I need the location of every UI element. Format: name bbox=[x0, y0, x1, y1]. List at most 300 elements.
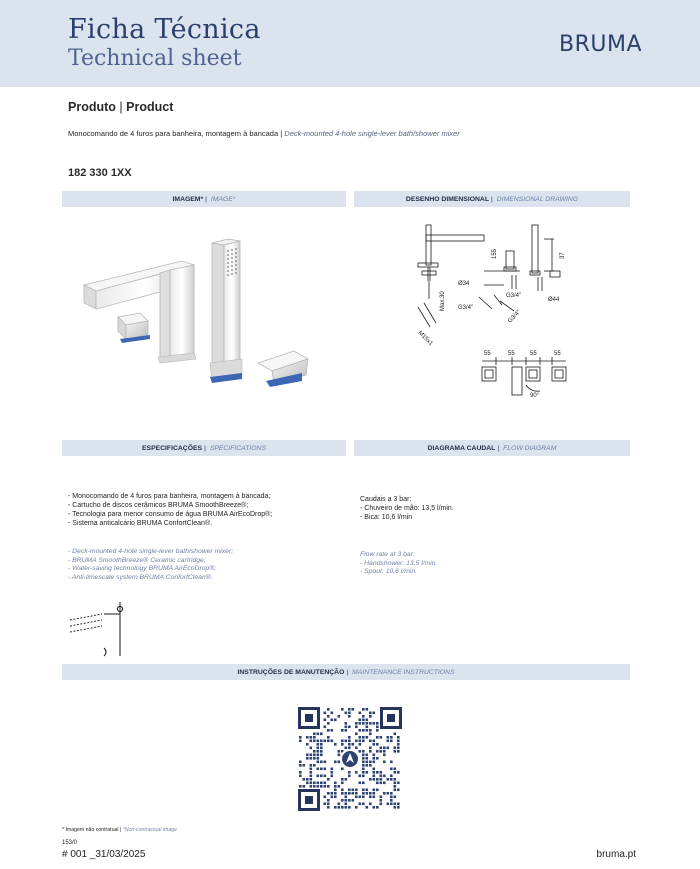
qr-module bbox=[331, 771, 334, 774]
qr-module bbox=[373, 806, 376, 809]
qr-module bbox=[348, 789, 351, 792]
qr-module bbox=[341, 729, 344, 732]
qr-module bbox=[317, 750, 320, 753]
qr-module bbox=[345, 792, 348, 795]
qr-module bbox=[345, 806, 348, 809]
qr-module bbox=[373, 778, 376, 781]
qr-module bbox=[317, 757, 320, 760]
dim-55d: 55 bbox=[554, 351, 561, 357]
qr-module bbox=[362, 757, 365, 760]
dim-angle: 90° bbox=[530, 393, 540, 399]
qr-module bbox=[345, 799, 348, 802]
qr-module bbox=[352, 789, 355, 792]
qr-module bbox=[303, 778, 306, 781]
mixer-lever-image bbox=[258, 351, 308, 387]
qr-module bbox=[303, 785, 306, 788]
qr-module bbox=[376, 722, 379, 725]
qr-module bbox=[366, 708, 369, 711]
qr-module bbox=[345, 778, 348, 781]
qr-module bbox=[359, 782, 362, 785]
qr-module bbox=[369, 764, 372, 767]
qr-module bbox=[376, 771, 379, 774]
qr-module bbox=[373, 796, 376, 799]
qr-module bbox=[310, 764, 313, 767]
handshower-pictogram-icon bbox=[64, 600, 134, 660]
qr-module bbox=[397, 750, 400, 753]
qr-module bbox=[306, 782, 309, 785]
qr-module bbox=[299, 764, 302, 767]
qr-module bbox=[369, 722, 372, 725]
spec-item-en: - Anti-limescale system BRUMA ConfortClean®. bbox=[68, 573, 213, 581]
qr-module bbox=[383, 782, 386, 785]
spec-item: - Cartucho de discos cerâmicos BRUMA SmoothBreeze®; bbox=[68, 502, 249, 509]
document-code: 153/0 bbox=[62, 840, 78, 846]
bar-maintenance-en: MAINTENANCE INSTRUCTIONS bbox=[352, 668, 455, 676]
qr-module bbox=[394, 778, 397, 781]
qr-module bbox=[345, 712, 348, 715]
bar-drawing-pt: DESENHO DIMENSIONAL bbox=[405, 195, 489, 203]
product-desc-en: Deck-mounted 4-hole single-lever bath/shower mixer bbox=[284, 129, 460, 138]
qr-module bbox=[373, 754, 376, 757]
qr-module bbox=[387, 740, 390, 743]
qr-module bbox=[362, 782, 365, 785]
qr-module bbox=[348, 747, 351, 750]
flow-list-en bbox=[360, 551, 437, 577]
maintenance-qr-code[interactable] bbox=[298, 707, 402, 811]
qr-module bbox=[373, 722, 376, 725]
bar-flow-pt: DIAGRAMA CAUDAL bbox=[427, 444, 496, 452]
qr-module bbox=[299, 785, 302, 788]
qr-module bbox=[394, 796, 397, 799]
flow-list-pt bbox=[360, 495, 454, 522]
qr-module bbox=[380, 747, 383, 750]
qr-module bbox=[362, 796, 365, 799]
qr-module bbox=[345, 729, 348, 732]
qr-module bbox=[369, 747, 372, 750]
dim-max30: Max.30 bbox=[440, 291, 446, 311]
qr-module bbox=[331, 768, 334, 771]
qr-module bbox=[327, 803, 330, 806]
qr-module bbox=[334, 792, 337, 795]
qr-module bbox=[397, 782, 400, 785]
qr-module bbox=[369, 750, 372, 753]
qr-module bbox=[380, 799, 383, 802]
qr-module bbox=[331, 712, 334, 715]
bar-maintenance: INSTRUÇÕES DE MANUTENÇÃO | MAINTENANCE INSTRUCTIONS bbox=[62, 664, 630, 680]
dim-g34a: G3/4" bbox=[506, 293, 522, 299]
qr-module bbox=[369, 761, 372, 764]
qr-module bbox=[324, 768, 327, 771]
qr-module bbox=[313, 733, 316, 736]
qr-module bbox=[355, 771, 358, 774]
qr-module bbox=[313, 750, 316, 753]
bar-image-pt: IMAGEM* bbox=[172, 195, 204, 203]
qr-module bbox=[362, 764, 365, 767]
qr-module bbox=[317, 743, 320, 746]
qr-module bbox=[306, 778, 309, 781]
product-image bbox=[62, 225, 346, 395]
qr-module bbox=[341, 740, 344, 743]
qr-module bbox=[338, 761, 341, 764]
qr-module bbox=[306, 736, 309, 739]
qr-module bbox=[376, 778, 379, 781]
qr-module bbox=[320, 750, 323, 753]
qr-module bbox=[327, 792, 330, 795]
qr-module bbox=[331, 719, 334, 722]
qr-module bbox=[310, 740, 313, 743]
qr-module bbox=[362, 722, 365, 725]
qr-module bbox=[331, 729, 334, 732]
qr-module bbox=[310, 736, 313, 739]
qr-module bbox=[355, 806, 358, 809]
qr-module bbox=[362, 771, 365, 774]
qr-module bbox=[299, 775, 302, 778]
qr-module bbox=[383, 747, 386, 750]
qr-module bbox=[327, 729, 330, 732]
qr-module bbox=[362, 740, 365, 743]
qr-module bbox=[387, 792, 390, 795]
qr-module bbox=[320, 747, 323, 750]
document-id: # 001 _31/03/2025 bbox=[62, 849, 146, 860]
qr-module bbox=[362, 768, 365, 771]
qr-module bbox=[397, 771, 400, 774]
qr-module bbox=[310, 747, 313, 750]
qr-module bbox=[373, 743, 376, 746]
dim-m15: M15x1 bbox=[416, 330, 434, 348]
qr-module bbox=[366, 789, 369, 792]
qr-module bbox=[387, 747, 390, 750]
qr-module bbox=[362, 708, 365, 711]
qr-module bbox=[324, 785, 327, 788]
qr-module bbox=[362, 754, 365, 757]
handshower-image bbox=[210, 239, 242, 383]
qr-module bbox=[376, 736, 379, 739]
qr-module bbox=[359, 722, 362, 725]
qr-module bbox=[348, 792, 351, 795]
qr-module bbox=[397, 789, 400, 792]
qr-module bbox=[362, 803, 365, 806]
qr-module bbox=[366, 792, 369, 795]
qr-module bbox=[341, 778, 344, 781]
qr-module bbox=[383, 775, 386, 778]
qr-module bbox=[383, 754, 386, 757]
spec-item: - Tecnologia para menor consumo de água BRUMA AirEcoDrop®; bbox=[68, 511, 273, 518]
qr-module bbox=[338, 803, 341, 806]
dim-g34c: G3/4" bbox=[507, 309, 523, 325]
qr-module bbox=[310, 778, 313, 781]
qr-module bbox=[331, 792, 334, 795]
qr-module bbox=[345, 726, 348, 729]
qr-module bbox=[327, 715, 330, 718]
qr-module bbox=[320, 761, 323, 764]
footer-note-pt: * Imagem não contratual bbox=[62, 827, 119, 833]
qr-module bbox=[310, 768, 313, 771]
qr-module bbox=[397, 736, 400, 739]
qr-module bbox=[348, 799, 351, 802]
qr-module bbox=[345, 803, 348, 806]
specs-list-en bbox=[68, 548, 233, 582]
qr-module bbox=[394, 782, 397, 785]
product-heading-pt: Produto bbox=[68, 100, 116, 114]
qr-module bbox=[345, 747, 348, 750]
qr-module bbox=[397, 743, 400, 746]
qr-module bbox=[341, 782, 344, 785]
brand-logo: BRUMA bbox=[558, 32, 642, 57]
qr-module bbox=[397, 747, 400, 750]
spec-item-en: - Deck-mounted 4-hole single-lever bath/shower mixer; bbox=[68, 548, 234, 555]
qr-module bbox=[324, 726, 327, 729]
qr-module bbox=[345, 740, 348, 743]
qr-module bbox=[348, 712, 351, 715]
header-band bbox=[0, 0, 700, 87]
bar-specs-en: SPECIFICATIONS bbox=[209, 444, 266, 452]
spec-item: - Monocomando de 4 furos para banheira, montagem à bancada; bbox=[68, 493, 271, 500]
qr-module bbox=[366, 726, 369, 729]
qr-module bbox=[397, 740, 400, 743]
qr-module bbox=[348, 743, 351, 746]
title-en: Technical sheet bbox=[68, 46, 242, 71]
qr-module bbox=[352, 743, 355, 746]
valve-handle-image bbox=[118, 313, 150, 343]
qr-module bbox=[338, 715, 341, 718]
qr-module bbox=[359, 775, 362, 778]
qr-module bbox=[341, 708, 344, 711]
qr-module bbox=[394, 806, 397, 809]
qr-module bbox=[355, 722, 358, 725]
qr-module bbox=[331, 740, 334, 743]
qr-module bbox=[313, 782, 316, 785]
qr-module bbox=[366, 757, 369, 760]
qr-module bbox=[369, 729, 372, 732]
qr-module bbox=[362, 719, 365, 722]
dimensional-drawing bbox=[354, 215, 630, 400]
qr-module bbox=[390, 761, 393, 764]
flow-item-en: - Spout: 10,6 l/min. bbox=[360, 568, 418, 576]
qr-module bbox=[394, 803, 397, 806]
bar-drawing-en: DIMENSIONAL DRAWING bbox=[496, 195, 579, 203]
qr-module bbox=[348, 708, 351, 711]
qr-module bbox=[334, 789, 337, 792]
spec-item: - Sistema anticalcário BRUMA ConfortClean®. bbox=[68, 520, 213, 527]
qr-module bbox=[341, 768, 344, 771]
qr-module bbox=[380, 803, 383, 806]
qr-module bbox=[380, 778, 383, 781]
qr-module bbox=[373, 761, 376, 764]
qr-module bbox=[334, 719, 337, 722]
qr-module bbox=[380, 775, 383, 778]
qr-module bbox=[348, 736, 351, 739]
qr-module bbox=[373, 768, 376, 771]
qr-module bbox=[390, 799, 393, 802]
qr-module bbox=[390, 803, 393, 806]
qr-module bbox=[310, 785, 313, 788]
qr-module bbox=[355, 747, 358, 750]
qr-module bbox=[366, 729, 369, 732]
qr-module bbox=[394, 789, 397, 792]
qr-module bbox=[373, 740, 376, 743]
qr-module bbox=[317, 747, 320, 750]
qr-module bbox=[376, 782, 379, 785]
footer-note-en: *Non-contractual image bbox=[122, 827, 177, 833]
qr-module bbox=[341, 792, 344, 795]
qr-module bbox=[383, 761, 386, 764]
qr-module bbox=[383, 792, 386, 795]
bar-maintenance-pt: INSTRUÇÕES DE MANUTENÇÃO bbox=[237, 668, 345, 676]
qr-module bbox=[299, 761, 302, 764]
website-link[interactable]: bruma.pt bbox=[596, 849, 636, 860]
dim-55b: 55 bbox=[508, 351, 515, 357]
qr-module bbox=[352, 792, 355, 795]
qr-module bbox=[327, 799, 330, 802]
qr-module bbox=[320, 775, 323, 778]
qr-module bbox=[324, 782, 327, 785]
qr-module bbox=[306, 743, 309, 746]
qr-module bbox=[394, 771, 397, 774]
qr-module bbox=[327, 708, 330, 711]
qr-module bbox=[345, 796, 348, 799]
dim-155: 155 bbox=[492, 248, 498, 259]
qr-module bbox=[327, 778, 330, 781]
bar-flow-en: FLOW DIAGRAM bbox=[503, 444, 557, 452]
qr-module bbox=[324, 775, 327, 778]
qr-module bbox=[310, 754, 313, 757]
flow-item: - Bica: 10,6 l/min bbox=[360, 514, 413, 521]
qr-module bbox=[317, 775, 320, 778]
qr-module bbox=[373, 757, 376, 760]
dim-37: 37 bbox=[560, 252, 566, 259]
qr-module bbox=[362, 729, 365, 732]
qr-module bbox=[303, 764, 306, 767]
dim-34: Ø34 bbox=[458, 281, 470, 287]
qr-module bbox=[362, 750, 365, 753]
qr-module bbox=[359, 712, 362, 715]
qr-module bbox=[380, 736, 383, 739]
qr-module bbox=[317, 761, 320, 764]
qr-module bbox=[355, 740, 358, 743]
qr-module bbox=[327, 736, 330, 739]
qr-module bbox=[348, 715, 351, 718]
qr-module bbox=[394, 747, 397, 750]
qr-module bbox=[390, 792, 393, 795]
qr-module bbox=[355, 792, 358, 795]
qr-module bbox=[355, 789, 358, 792]
bar-flow: DIAGRAMA CAUDAL | FLOW DIAGRAM bbox=[354, 440, 630, 456]
qr-module bbox=[338, 806, 341, 809]
qr-module bbox=[334, 806, 337, 809]
qr-module bbox=[352, 799, 355, 802]
qr-module bbox=[310, 757, 313, 760]
qr-module bbox=[394, 733, 397, 736]
qr-module bbox=[366, 771, 369, 774]
qr-module bbox=[390, 775, 393, 778]
qr-module bbox=[394, 768, 397, 771]
qr-module bbox=[320, 785, 323, 788]
qr-module bbox=[394, 785, 397, 788]
qr-module bbox=[320, 733, 323, 736]
title-pt: Ficha Técnica bbox=[68, 14, 261, 45]
qr-module bbox=[359, 803, 362, 806]
qr-module bbox=[338, 754, 341, 757]
qr-module bbox=[373, 771, 376, 774]
qr-module bbox=[387, 803, 390, 806]
qr-module bbox=[390, 796, 393, 799]
qr-module bbox=[345, 722, 348, 725]
qr-module bbox=[366, 736, 369, 739]
specs-list-pt bbox=[68, 492, 272, 528]
qr-module bbox=[355, 726, 358, 729]
qr-module bbox=[369, 803, 372, 806]
qr-module bbox=[362, 736, 365, 739]
qr-module bbox=[373, 775, 376, 778]
qr-module bbox=[366, 761, 369, 764]
qr-module bbox=[366, 719, 369, 722]
bar-specs: ESPECIFICAÇÕES | SPECIFICATIONS bbox=[62, 440, 346, 456]
qr-module bbox=[376, 729, 379, 732]
qr-module bbox=[362, 715, 365, 718]
qr-module bbox=[310, 775, 313, 778]
qr-module bbox=[317, 754, 320, 757]
qr-module bbox=[317, 740, 320, 743]
qr-module bbox=[369, 712, 372, 715]
qr-module bbox=[362, 775, 365, 778]
qr-module bbox=[362, 792, 365, 795]
qr-module bbox=[348, 726, 351, 729]
qr-module bbox=[320, 743, 323, 746]
qr-module bbox=[355, 733, 358, 736]
qr-module bbox=[341, 806, 344, 809]
qr-module bbox=[341, 789, 344, 792]
qr-module bbox=[390, 768, 393, 771]
qr-module bbox=[313, 764, 316, 767]
qr-module bbox=[324, 719, 327, 722]
footer-note: * Imagem não contratual | *Non-contractual image bbox=[62, 827, 177, 833]
qr-module bbox=[387, 736, 390, 739]
qr-module bbox=[397, 803, 400, 806]
qr-module bbox=[338, 785, 341, 788]
bar-image: IMAGEM* | IMAGE* bbox=[62, 191, 346, 207]
qr-module bbox=[324, 740, 327, 743]
qr-module bbox=[376, 743, 379, 746]
qr-module bbox=[334, 782, 337, 785]
qr-module bbox=[376, 757, 379, 760]
qr-module bbox=[320, 754, 323, 757]
qr-module bbox=[387, 778, 390, 781]
qr-module bbox=[369, 796, 372, 799]
qr-module bbox=[310, 782, 313, 785]
qr-module bbox=[373, 792, 376, 795]
dim-55a: 55 bbox=[484, 351, 491, 357]
flow-item: Caudais a 3 bar: bbox=[360, 496, 412, 503]
qr-module bbox=[380, 782, 383, 785]
qr-module bbox=[324, 761, 327, 764]
qr-module bbox=[390, 778, 393, 781]
qr-module bbox=[313, 736, 316, 739]
qr-module bbox=[348, 775, 351, 778]
qr-module bbox=[380, 796, 383, 799]
qr-module bbox=[397, 806, 400, 809]
qr-module bbox=[394, 750, 397, 753]
qr-module bbox=[376, 750, 379, 753]
qr-module bbox=[359, 750, 362, 753]
spec-item-en: - BRUMA SmoothBreeze® Ceramic cartridge; bbox=[68, 556, 206, 564]
qr-module bbox=[299, 736, 302, 739]
qr-module bbox=[380, 750, 383, 753]
qr-module bbox=[359, 736, 362, 739]
qr-module bbox=[320, 740, 323, 743]
qr-module bbox=[390, 736, 393, 739]
spec-item-en: - Water-saving technology BRUMA AirEcoDrop®; bbox=[68, 565, 217, 573]
qr-module bbox=[355, 796, 358, 799]
